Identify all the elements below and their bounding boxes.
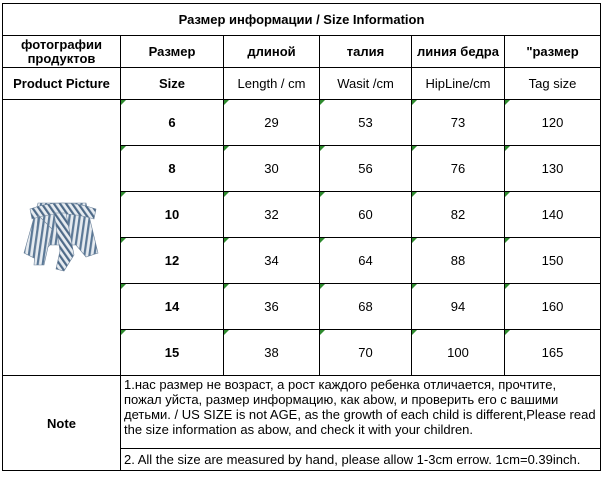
length-value: 36 — [264, 299, 279, 314]
waist-cell — [320, 100, 412, 146]
tag-value: 130 — [541, 161, 564, 176]
header-tag-ru: "размер — [505, 36, 601, 68]
hip-cell — [412, 284, 505, 330]
size-value: 6 — [168, 115, 176, 130]
size-value: 8 — [168, 161, 176, 176]
header-row-english — [3, 68, 601, 100]
waist-value: 68 — [358, 299, 373, 314]
length-value: 38 — [264, 345, 279, 360]
length-cell — [224, 330, 320, 376]
header-size-en: Size — [121, 68, 224, 100]
length-cell — [224, 192, 320, 238]
waist-value: 64 — [358, 253, 373, 268]
length-value: 29 — [264, 115, 279, 130]
size-table — [2, 3, 601, 471]
tag-cell — [505, 284, 601, 330]
size-value: 10 — [164, 207, 180, 222]
header-length-ru: длиной — [224, 36, 320, 68]
waist-value: 53 — [358, 115, 373, 130]
hip-value: 94 — [450, 299, 466, 314]
hip-cell — [412, 330, 505, 376]
header-waist-ru: талия — [320, 36, 412, 68]
hip-cell — [412, 238, 505, 284]
header-tag-en: Tag size — [505, 68, 601, 100]
waist-cell — [320, 238, 412, 284]
hip-value: 82 — [450, 207, 466, 222]
waist-value: 70 — [358, 345, 373, 360]
size-value: 12 — [164, 253, 180, 268]
size-cell — [121, 146, 224, 192]
tag-cell — [505, 146, 601, 192]
waist-cell — [320, 284, 412, 330]
note-row — [3, 376, 601, 449]
length-cell — [224, 146, 320, 192]
header-hip-ru: линия бедра — [412, 36, 505, 68]
size-cell — [121, 100, 224, 146]
tag-value: 140 — [541, 207, 564, 222]
tag-cell — [505, 238, 601, 284]
note-line-2: 2. All the size are measured by hand, please allow 1-3cm errow. 1cm=0.39inch. — [121, 449, 601, 471]
header-hip-en: HipLine/cm — [412, 68, 505, 100]
header-product-picture-ru: фотографии продуктов — [3, 36, 121, 68]
waist-value: 60 — [358, 207, 373, 222]
hip-value: 73 — [450, 115, 466, 130]
length-value: 30 — [264, 161, 279, 176]
hip-cell — [412, 100, 505, 146]
header-length-en: Length / cm — [224, 68, 320, 100]
header-row-russian — [3, 36, 601, 68]
size-cell — [121, 284, 224, 330]
striped-skirt-photo-icon — [16, 195, 108, 277]
header-size-ru: Размер — [121, 36, 224, 68]
tag-cell — [505, 100, 601, 146]
size-chart — [2, 3, 600, 477]
note-line-1: 1.нас размер не возраст, а рост каждого ребенка отличается, прочтите, пожал уйста, размер информацию, как abow, и проверить его с вашими детьми. / US SIZE is not AGE, as the growth of each child is different,Please read the size information as abow, and check it with your children. — [121, 376, 601, 449]
tag-cell — [505, 330, 601, 376]
size-cell — [121, 192, 224, 238]
tag-cell — [505, 192, 601, 238]
length-cell — [224, 238, 320, 284]
waist-value: 56 — [358, 161, 373, 176]
waist-cell — [320, 146, 412, 192]
tag-value: 160 — [541, 299, 564, 314]
hip-value: 88 — [450, 253, 466, 268]
table-row — [3, 100, 601, 146]
header-waist-en: Wasit /cm — [320, 68, 412, 100]
size-value: 14 — [164, 299, 180, 314]
hip-value: 76 — [450, 161, 466, 176]
note-label: Note — [3, 376, 121, 471]
table-title: Размер информации / Size Information — [3, 4, 601, 36]
tag-value: 165 — [541, 345, 564, 360]
length-value: 32 — [264, 207, 279, 222]
header-product-picture-en: Product Picture — [3, 68, 121, 100]
tag-value: 150 — [541, 253, 564, 268]
size-value: 15 — [164, 345, 180, 360]
size-cell — [121, 330, 224, 376]
hip-cell — [412, 192, 505, 238]
hip-cell — [412, 146, 505, 192]
tag-value: 120 — [541, 115, 564, 130]
hip-value: 100 — [447, 345, 469, 360]
waist-cell — [320, 192, 412, 238]
size-cell — [121, 238, 224, 284]
length-cell — [224, 100, 320, 146]
length-value: 34 — [264, 253, 279, 268]
product-picture-cell — [3, 100, 121, 376]
waist-cell — [320, 330, 412, 376]
length-cell — [224, 284, 320, 330]
